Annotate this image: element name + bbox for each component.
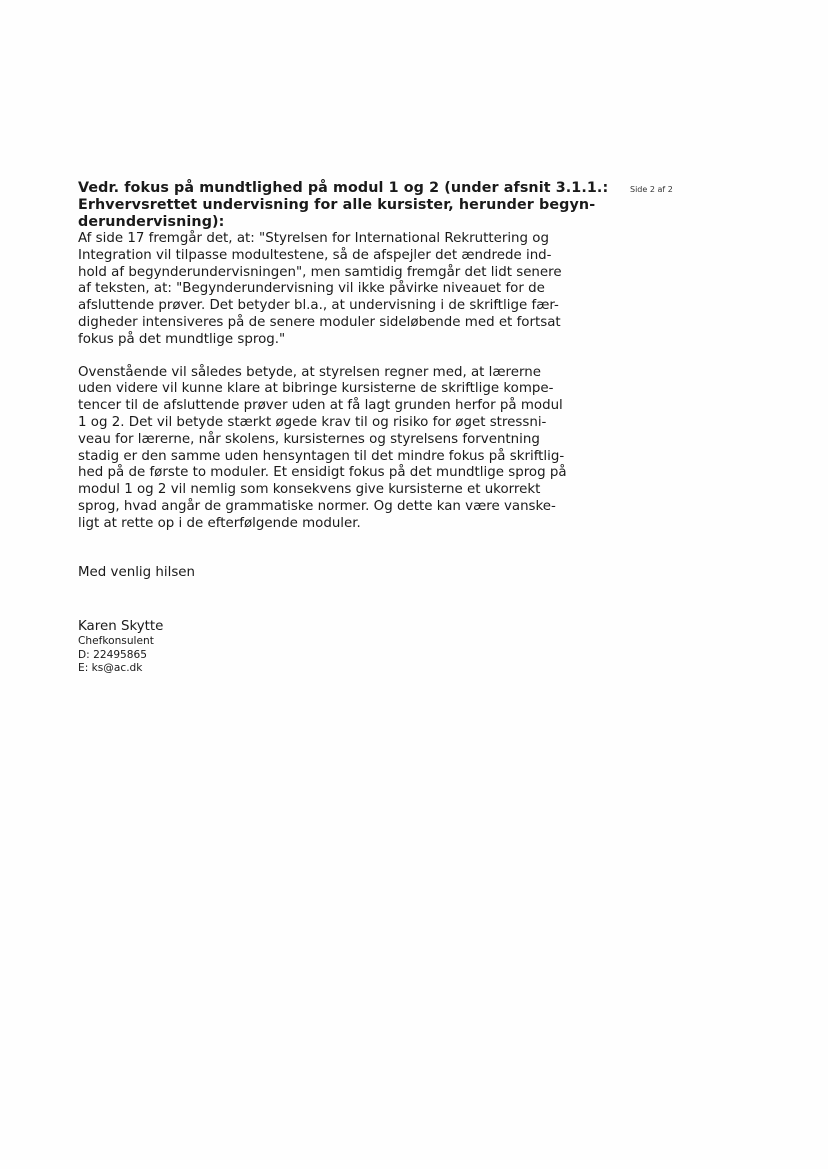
text-line: tencer til de afsluttende prøver uden at få lagt grunden herfor på modul bbox=[78, 398, 563, 414]
paragraph-1 bbox=[78, 231, 598, 349]
text-line: stadig er den samme uden hensyntagen til det mindre fokus på skriftlig- bbox=[78, 448, 565, 464]
signature-title: Chefkonsulent bbox=[78, 635, 154, 648]
section-heading bbox=[78, 180, 609, 231]
text-line: hed på de første to moduler. Et ensidigt fokus på det mundtlige sprog på bbox=[78, 465, 567, 481]
text-line: digheder intensiveres på de senere moduler sideløbende med et fortsat bbox=[78, 314, 561, 330]
paragraph-2 bbox=[78, 365, 598, 533]
signature-name: Karen Skytte bbox=[78, 619, 164, 635]
text-line: modul 1 og 2 vil nemlig som konsekvens give kursisterne et ukorrekt bbox=[78, 482, 541, 498]
text-line: ligt at rette op i de efterfølgende moduler. bbox=[78, 515, 361, 531]
text-line: Integration vil tilpasse modultestene, så de afspejler det ændrede ind- bbox=[78, 247, 552, 263]
text-line: af teksten, at: "Begynderundervisning vil ikke påvirke niveauet for de bbox=[78, 281, 545, 297]
signature-block bbox=[78, 619, 598, 675]
text-line: Ovenstående vil således betyde, at styrelsen regner med, at lærerne bbox=[78, 364, 541, 380]
text-line: fokus på det mundtlige sprog." bbox=[78, 331, 286, 347]
text-line: 1 og 2. Det vil betyde stærkt øgede krav til og risiko for øget stressni- bbox=[78, 414, 547, 430]
letter-body bbox=[78, 180, 609, 676]
heading-line: Erhvervsrettet undervisning for alle kursister, herunder begyn- bbox=[78, 197, 596, 213]
text-line: veau for lærerne, når skolens, kursisternes og styrelsens forventning bbox=[78, 431, 540, 447]
text-line: uden videre vil kunne klare at bibringe kursisterne de skriftlige kompe- bbox=[78, 381, 554, 397]
text-line: Af side 17 fremgår det, at: "Styrelsen for International Rekruttering og bbox=[78, 231, 549, 246]
heading-line: derundervisning): bbox=[78, 214, 225, 230]
text-line: afsluttende prøver. Det betyder bl.a., at undervisning i de skriftlige fær- bbox=[78, 298, 559, 314]
heading-line: Vedr. fokus på mundtlighed på modul 1 og 2 (under afsnit 3.1.1.: bbox=[78, 180, 609, 196]
closing-greeting: Med venlig hilsen bbox=[78, 564, 196, 580]
signature-phone: D: 22495865 bbox=[78, 648, 148, 661]
page-number: Side 2 af 2 bbox=[630, 185, 673, 194]
text-line: hold af begynderundervisningen", men samtidig fremgår det lidt senere bbox=[78, 264, 562, 280]
signature-email: E: ks@ac.dk bbox=[78, 662, 143, 675]
text-line: sprog, hvad angår de grammatiske normer. Og dette kan være vanske- bbox=[78, 498, 556, 514]
